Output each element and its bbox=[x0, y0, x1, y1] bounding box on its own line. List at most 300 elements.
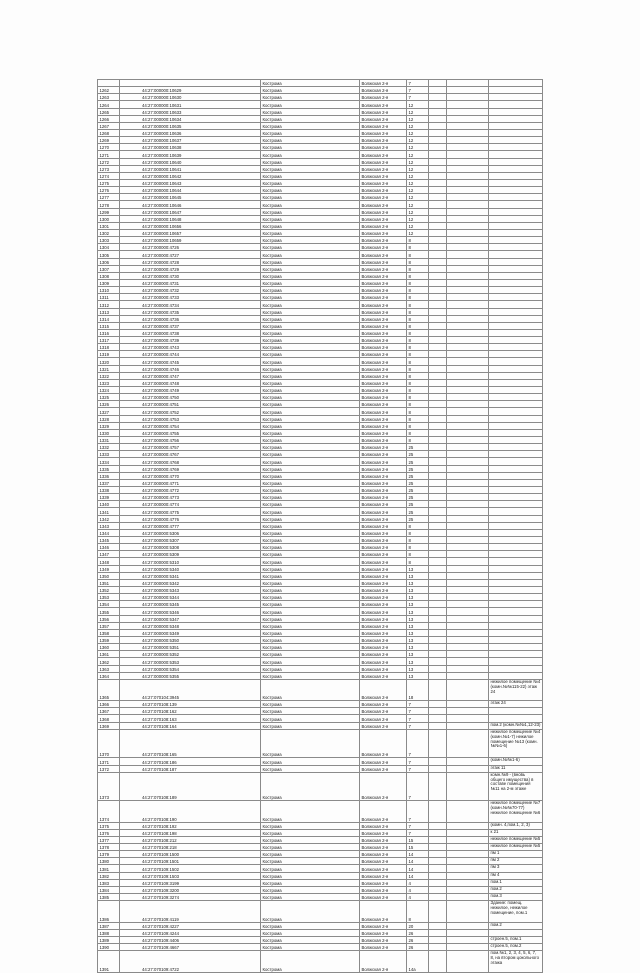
house-cell: 8 bbox=[407, 408, 429, 414]
street-cell: Волжская 2-я bbox=[360, 151, 407, 157]
street-cell: Волжская 2-я bbox=[360, 430, 407, 436]
house-cell: 14 bbox=[407, 858, 429, 864]
empty-cell bbox=[429, 458, 447, 464]
street-cell: Волжская 2-я bbox=[360, 130, 407, 136]
note-cell bbox=[489, 530, 543, 536]
street-cell: Волжская 2-я bbox=[360, 251, 407, 257]
table-row bbox=[97, 143, 543, 150]
house-cell: 15 bbox=[407, 844, 429, 850]
cadastral-number: 44:27:000000:4774 bbox=[120, 501, 261, 507]
cadastral-number: 44:27:000000:4750 bbox=[120, 394, 261, 400]
table-row bbox=[97, 215, 543, 222]
empty-cell bbox=[429, 130, 447, 136]
city-cell: Кострома bbox=[261, 451, 360, 457]
empty-cell bbox=[429, 730, 447, 758]
house-cell: 13 bbox=[407, 587, 429, 593]
row-number: 1276 bbox=[97, 187, 120, 193]
empty-cell bbox=[429, 530, 447, 536]
note-cell: этаж 24 bbox=[489, 701, 543, 707]
row-number: 1346 bbox=[97, 544, 120, 550]
row-number: 1338 bbox=[97, 487, 120, 493]
street-cell: Волжская 2-я bbox=[360, 180, 407, 186]
house-cell: 25 bbox=[407, 494, 429, 500]
empty-cell bbox=[447, 109, 489, 115]
note-cell bbox=[489, 630, 543, 636]
house-cell: 8 bbox=[407, 294, 429, 300]
table-row bbox=[97, 472, 543, 479]
empty-cell bbox=[429, 873, 447, 879]
row-number: 1345 bbox=[97, 537, 120, 543]
table-row bbox=[97, 922, 543, 929]
row-number: 1320 bbox=[97, 358, 120, 364]
table-row bbox=[97, 172, 543, 179]
cadastral-number: 44:27:000000:4752 bbox=[120, 408, 261, 414]
city-cell: Кострома bbox=[261, 537, 360, 543]
street-cell: Волжская 2-я bbox=[360, 201, 407, 207]
row-number: 1373 bbox=[97, 773, 120, 801]
cadastral-number: 44:27:000000:10635 bbox=[120, 123, 261, 129]
table-row bbox=[97, 186, 543, 193]
row-number: 1331 bbox=[97, 437, 120, 443]
table-row bbox=[97, 165, 543, 172]
note-cell bbox=[489, 430, 543, 436]
row-number: 1381 bbox=[97, 865, 120, 871]
street-cell: Волжская 2-я bbox=[360, 380, 407, 386]
note-cell bbox=[489, 194, 543, 200]
street-cell: Волжская 2-я bbox=[360, 537, 407, 543]
table-row bbox=[97, 586, 543, 593]
cadastral-number: 44:27:070108:190 bbox=[120, 801, 261, 821]
table-row bbox=[97, 936, 543, 943]
empty-cell bbox=[429, 287, 447, 293]
empty-cell bbox=[429, 601, 447, 607]
street-cell: Волжская 2-я bbox=[360, 373, 407, 379]
house-cell: 8 bbox=[407, 537, 429, 543]
note-cell bbox=[489, 616, 543, 622]
note-cell bbox=[489, 494, 543, 500]
empty-cell bbox=[429, 566, 447, 572]
row-number: 1275 bbox=[97, 180, 120, 186]
row-number: 1329 bbox=[97, 423, 120, 429]
table-row bbox=[97, 722, 543, 729]
row-number: 1384 bbox=[97, 887, 120, 893]
empty-cell bbox=[447, 301, 489, 307]
row-number: 1376 bbox=[97, 830, 120, 836]
empty-cell bbox=[429, 101, 447, 107]
city-cell: Кострома bbox=[261, 87, 360, 93]
cadastral-number: 44:27:000000:4738 bbox=[120, 330, 261, 336]
cadastral-number: 44:27:070109:1500 bbox=[120, 851, 261, 857]
empty-cell bbox=[447, 894, 489, 900]
row-number: 1311 bbox=[97, 294, 120, 300]
empty-cell bbox=[429, 159, 447, 165]
empty-cell bbox=[447, 758, 489, 764]
cadastral-number: 44:27:000000:10642 bbox=[120, 173, 261, 179]
cadastral-number: 44:27:000000:10647 bbox=[120, 209, 261, 215]
row-number: 1263 bbox=[97, 94, 120, 100]
row-number: 1362 bbox=[97, 658, 120, 664]
note-cell: пм 4 bbox=[489, 873, 543, 879]
empty-cell bbox=[447, 351, 489, 357]
row-number: 1361 bbox=[97, 651, 120, 657]
empty-cell bbox=[429, 944, 447, 950]
empty-cell bbox=[447, 201, 489, 207]
city-cell: Кострома bbox=[261, 408, 360, 414]
empty-cell bbox=[447, 530, 489, 536]
empty-cell bbox=[429, 94, 447, 100]
house-cell: 8 bbox=[407, 401, 429, 407]
empty-cell bbox=[447, 608, 489, 614]
city-cell: Кострома bbox=[261, 373, 360, 379]
street-cell: Волжская 2-я bbox=[360, 487, 407, 493]
row-number: 1353 bbox=[97, 594, 120, 600]
row-number: 1379 bbox=[97, 851, 120, 857]
row-number: 1318 bbox=[97, 344, 120, 350]
house-cell: 13 bbox=[407, 658, 429, 664]
house-cell: 8 bbox=[407, 273, 429, 279]
table-row bbox=[97, 857, 543, 864]
house-cell: 26 bbox=[407, 937, 429, 943]
table-row bbox=[97, 850, 543, 857]
note-cell: пм 3 bbox=[489, 865, 543, 871]
cadastral-number: 44:27:000000:5349 bbox=[120, 630, 261, 636]
empty-cell bbox=[429, 394, 447, 400]
table-row bbox=[97, 707, 543, 714]
street-cell: Волжская 2-я bbox=[360, 351, 407, 357]
table-row bbox=[97, 772, 543, 801]
cadastral-number: 44:27:000000:5348 bbox=[120, 623, 261, 629]
register-table bbox=[97, 79, 543, 973]
row-number: 1352 bbox=[97, 587, 120, 593]
street-cell: Волжская 2-я bbox=[360, 801, 407, 821]
street-cell: Волжская 2-я bbox=[360, 137, 407, 143]
cadastral-number: 44:27:000000:4753 bbox=[120, 416, 261, 422]
note-cell: нежилое помещение №5 bbox=[489, 844, 543, 850]
note-cell bbox=[489, 80, 543, 86]
street-cell: Волжская 2-я bbox=[360, 544, 407, 550]
house-cell: 8 bbox=[407, 323, 429, 329]
house-cell: 12 bbox=[407, 180, 429, 186]
table-row bbox=[97, 115, 543, 122]
note-cell bbox=[489, 166, 543, 172]
empty-cell bbox=[429, 144, 447, 150]
table-row bbox=[97, 522, 543, 529]
cadastral-number: 44:27:070108:189 bbox=[120, 773, 261, 801]
table-row bbox=[97, 258, 543, 265]
street-cell: Волжская 2-я bbox=[360, 259, 407, 265]
city-cell: Кострома bbox=[261, 316, 360, 322]
note-cell bbox=[489, 623, 543, 629]
cadastral-number: 44:27:070109:4227 bbox=[120, 923, 261, 929]
empty-cell bbox=[429, 573, 447, 579]
city-cell: Кострома bbox=[261, 294, 360, 300]
row-number: 1312 bbox=[97, 301, 120, 307]
table-row bbox=[97, 243, 543, 250]
row-number: 1354 bbox=[97, 601, 120, 607]
city-cell: Кострома bbox=[261, 580, 360, 586]
city-cell: Кострома bbox=[261, 280, 360, 286]
note-cell: нежилое помещение №5 bbox=[489, 837, 543, 843]
row-number: 1336 bbox=[97, 473, 120, 479]
row-number: 1305 bbox=[97, 251, 120, 257]
house-cell: 7 bbox=[407, 87, 429, 93]
street-cell: Волжская 2-я bbox=[360, 123, 407, 129]
street-cell: Волжская 2-я bbox=[360, 94, 407, 100]
table-row bbox=[97, 150, 543, 157]
city-cell: Кострома bbox=[261, 287, 360, 293]
empty-cell bbox=[447, 701, 489, 707]
city-cell: Кострома bbox=[261, 601, 360, 607]
note-cell bbox=[489, 351, 543, 357]
city-cell: Кострома bbox=[261, 644, 360, 650]
city-cell: Кострома bbox=[261, 937, 360, 943]
street-cell: Волжская 2-я bbox=[360, 851, 407, 857]
table-row bbox=[97, 672, 543, 679]
house-cell: 8 bbox=[407, 523, 429, 529]
city-cell: Кострома bbox=[261, 894, 360, 900]
empty-cell bbox=[447, 473, 489, 479]
note-cell bbox=[489, 380, 543, 386]
empty-cell bbox=[447, 708, 489, 714]
city-cell: Кострома bbox=[261, 116, 360, 122]
empty-cell bbox=[447, 658, 489, 664]
city-cell: Кострома bbox=[261, 516, 360, 522]
empty-cell bbox=[447, 451, 489, 457]
cadastral-number: 44:27:070108:164 bbox=[120, 723, 261, 729]
empty-cell bbox=[429, 887, 447, 893]
note-cell: пом.1 bbox=[489, 880, 543, 886]
note-cell bbox=[489, 558, 543, 564]
row-number: 1364 bbox=[97, 673, 120, 679]
city-cell: Кострома bbox=[261, 480, 360, 486]
house-cell: 13 bbox=[407, 616, 429, 622]
row-number: 1302 bbox=[97, 230, 120, 236]
note-cell bbox=[489, 458, 543, 464]
empty-cell bbox=[429, 237, 447, 243]
empty-cell bbox=[429, 580, 447, 586]
cadastral-number: 44:27:000000:4751 bbox=[120, 401, 261, 407]
table-row bbox=[97, 543, 543, 550]
house-cell: 13 bbox=[407, 601, 429, 607]
row-number: 1355 bbox=[97, 608, 120, 614]
empty-cell bbox=[429, 658, 447, 664]
city-cell: Кострома bbox=[261, 673, 360, 679]
house-cell: 7 bbox=[407, 708, 429, 714]
table-row bbox=[97, 507, 543, 514]
cadastral-number: 44:27:070108:162 bbox=[120, 708, 261, 714]
empty-cell bbox=[429, 880, 447, 886]
note-cell bbox=[489, 387, 543, 393]
cadastral-number: 44:27:000000:4756 bbox=[120, 437, 261, 443]
city-cell: Кострома bbox=[261, 573, 360, 579]
cadastral-number: 44:27:000000:10640 bbox=[120, 159, 261, 165]
house-cell: 8 bbox=[407, 251, 429, 257]
cadastral-number: 44:27:000000:4744 bbox=[120, 351, 261, 357]
cadastral-number: 44:27:000000:5344 bbox=[120, 594, 261, 600]
table-row bbox=[97, 650, 543, 657]
empty-cell bbox=[447, 637, 489, 643]
street-cell: Волжская 2-я bbox=[360, 623, 407, 629]
row-number: 1300 bbox=[97, 216, 120, 222]
city-cell: Кострома bbox=[261, 680, 360, 700]
cadastral-number: 44:27:000000:10641 bbox=[120, 166, 261, 172]
empty-cell bbox=[429, 501, 447, 507]
table-row bbox=[97, 293, 543, 300]
empty-cell bbox=[447, 537, 489, 543]
row-number: 1321 bbox=[97, 366, 120, 372]
cadastral-number: 44:27:000000:10633 bbox=[120, 109, 261, 115]
row-number: 1385 bbox=[97, 894, 120, 900]
street-cell: Волжская 2-я bbox=[360, 637, 407, 643]
empty-cell bbox=[429, 766, 447, 772]
city-cell: Кострома bbox=[261, 701, 360, 707]
note-cell bbox=[489, 266, 543, 272]
cadastral-number: 44:27:000000:5345 bbox=[120, 601, 261, 607]
empty-cell bbox=[429, 480, 447, 486]
table-row bbox=[97, 536, 543, 543]
empty-cell bbox=[447, 715, 489, 721]
table-row bbox=[97, 136, 543, 143]
table-row bbox=[97, 422, 543, 429]
row-number: 1333 bbox=[97, 451, 120, 457]
street-cell: Волжская 2-я bbox=[360, 858, 407, 864]
cadastral-number: 44:27:000000:5347 bbox=[120, 616, 261, 622]
row-number: 1340 bbox=[97, 501, 120, 507]
note-cell: пом.№1, 2, 3, 4, 5, 6, 7, 8, на втором цокольного этажа bbox=[489, 951, 543, 971]
empty-cell bbox=[447, 730, 489, 758]
table-row bbox=[97, 550, 543, 557]
table-row bbox=[97, 79, 543, 86]
row-number: 1323 bbox=[97, 380, 120, 386]
house-cell: 7 bbox=[407, 94, 429, 100]
house-cell: 12 bbox=[407, 109, 429, 115]
street-cell: Волжская 2-я bbox=[360, 116, 407, 122]
city-cell: Кострома bbox=[261, 259, 360, 265]
table-row bbox=[97, 308, 543, 315]
cadastral-number: 44:27:070108:165 bbox=[120, 730, 261, 758]
street-cell: Волжская 2-я bbox=[360, 216, 407, 222]
cadastral-number: 44:27:000000:4773 bbox=[120, 494, 261, 500]
empty-cell bbox=[447, 587, 489, 593]
empty-cell bbox=[447, 516, 489, 522]
note-cell bbox=[489, 408, 543, 414]
note-cell bbox=[489, 137, 543, 143]
street-cell: Волжская 2-я bbox=[360, 894, 407, 900]
house-cell: 8 bbox=[407, 301, 429, 307]
table-row bbox=[97, 250, 543, 257]
cadastral-number: 44:27:070104:3945 bbox=[120, 680, 261, 700]
row-number: 1330 bbox=[97, 430, 120, 436]
table-row bbox=[97, 879, 543, 886]
table-row bbox=[97, 393, 543, 400]
cadastral-number: 44:27:000000:4776 bbox=[120, 516, 261, 522]
street-cell: Волжская 2-я bbox=[360, 616, 407, 622]
empty-cell bbox=[429, 858, 447, 864]
house-cell: 25 bbox=[407, 516, 429, 522]
street-cell: Волжская 2-я bbox=[360, 601, 407, 607]
empty-cell bbox=[429, 323, 447, 329]
house-cell: 12 bbox=[407, 230, 429, 236]
street-cell: Волжская 2-я bbox=[360, 937, 407, 943]
empty-cell bbox=[447, 194, 489, 200]
empty-cell bbox=[447, 180, 489, 186]
city-cell: Кострома bbox=[261, 166, 360, 172]
street-cell: Волжская 2-я bbox=[360, 837, 407, 843]
empty-cell bbox=[429, 630, 447, 636]
city-cell: Кострома bbox=[261, 558, 360, 564]
city-cell: Кострома bbox=[261, 180, 360, 186]
table-row bbox=[97, 279, 543, 286]
empty-cell bbox=[429, 259, 447, 265]
street-cell: Волжская 2-я bbox=[360, 80, 407, 86]
empty-cell bbox=[447, 80, 489, 86]
note-cell: пом.2 bbox=[489, 887, 543, 893]
note-cell bbox=[489, 444, 543, 450]
note-cell: нежилое помещение №4 (комн.№1-7) нежилое помещение №13 (комн.№№1-6) bbox=[489, 730, 543, 758]
empty-cell bbox=[429, 937, 447, 943]
cadastral-number: 44:27:000000:5307 bbox=[120, 537, 261, 543]
row-number: 1386 bbox=[97, 901, 120, 921]
table-row bbox=[97, 200, 543, 207]
table-row bbox=[97, 864, 543, 871]
city-cell: Кострома bbox=[261, 109, 360, 115]
house-cell: 8 bbox=[407, 358, 429, 364]
row-number: 1347 bbox=[97, 551, 120, 557]
city-cell: Кострома bbox=[261, 951, 360, 971]
city-cell: Кострома bbox=[261, 666, 360, 672]
table-row bbox=[97, 407, 543, 414]
empty-cell bbox=[429, 466, 447, 472]
street-cell: Волжская 2-я bbox=[360, 558, 407, 564]
note-cell bbox=[489, 551, 543, 557]
street-cell: Волжская 2-я bbox=[360, 766, 407, 772]
table-row bbox=[97, 700, 543, 707]
city-cell: Кострома bbox=[261, 430, 360, 436]
house-cell: 8 bbox=[407, 366, 429, 372]
cadastral-number: 44:27:000000:4726 bbox=[120, 244, 261, 250]
city-cell: Кострома bbox=[261, 466, 360, 472]
empty-cell bbox=[429, 280, 447, 286]
house-cell: 8 bbox=[407, 558, 429, 564]
house-cell: 20 bbox=[407, 923, 429, 929]
note-cell: пм 2 bbox=[489, 858, 543, 864]
table-row bbox=[97, 100, 543, 107]
city-cell: Кострома bbox=[261, 530, 360, 536]
cadastral-number: 44:27:000000:4772 bbox=[120, 487, 261, 493]
row-number bbox=[97, 80, 120, 86]
house-cell: 8 bbox=[407, 344, 429, 350]
table-row bbox=[97, 322, 543, 329]
empty-cell bbox=[429, 387, 447, 393]
row-number: 1374 bbox=[97, 801, 120, 821]
street-cell: Волжская 2-я bbox=[360, 337, 407, 343]
city-cell: Кострома bbox=[261, 187, 360, 193]
empty-cell bbox=[447, 951, 489, 971]
cadastral-number: 44:27:000000:4729 bbox=[120, 266, 261, 272]
street-cell: Волжская 2-я bbox=[360, 230, 407, 236]
house-cell: 12 bbox=[407, 173, 429, 179]
house-cell: 8 bbox=[407, 280, 429, 286]
row-number: 1273 bbox=[97, 166, 120, 172]
street-cell: Волжская 2-я bbox=[360, 573, 407, 579]
empty-cell bbox=[429, 894, 447, 900]
cadastral-number: 44:27:000000:5310 bbox=[120, 558, 261, 564]
table-row bbox=[97, 515, 543, 522]
note-cell: (комн. 4,пом.1, 2, 3) bbox=[489, 823, 543, 829]
note-cell bbox=[489, 401, 543, 407]
empty-cell bbox=[447, 216, 489, 222]
table-row bbox=[97, 236, 543, 243]
